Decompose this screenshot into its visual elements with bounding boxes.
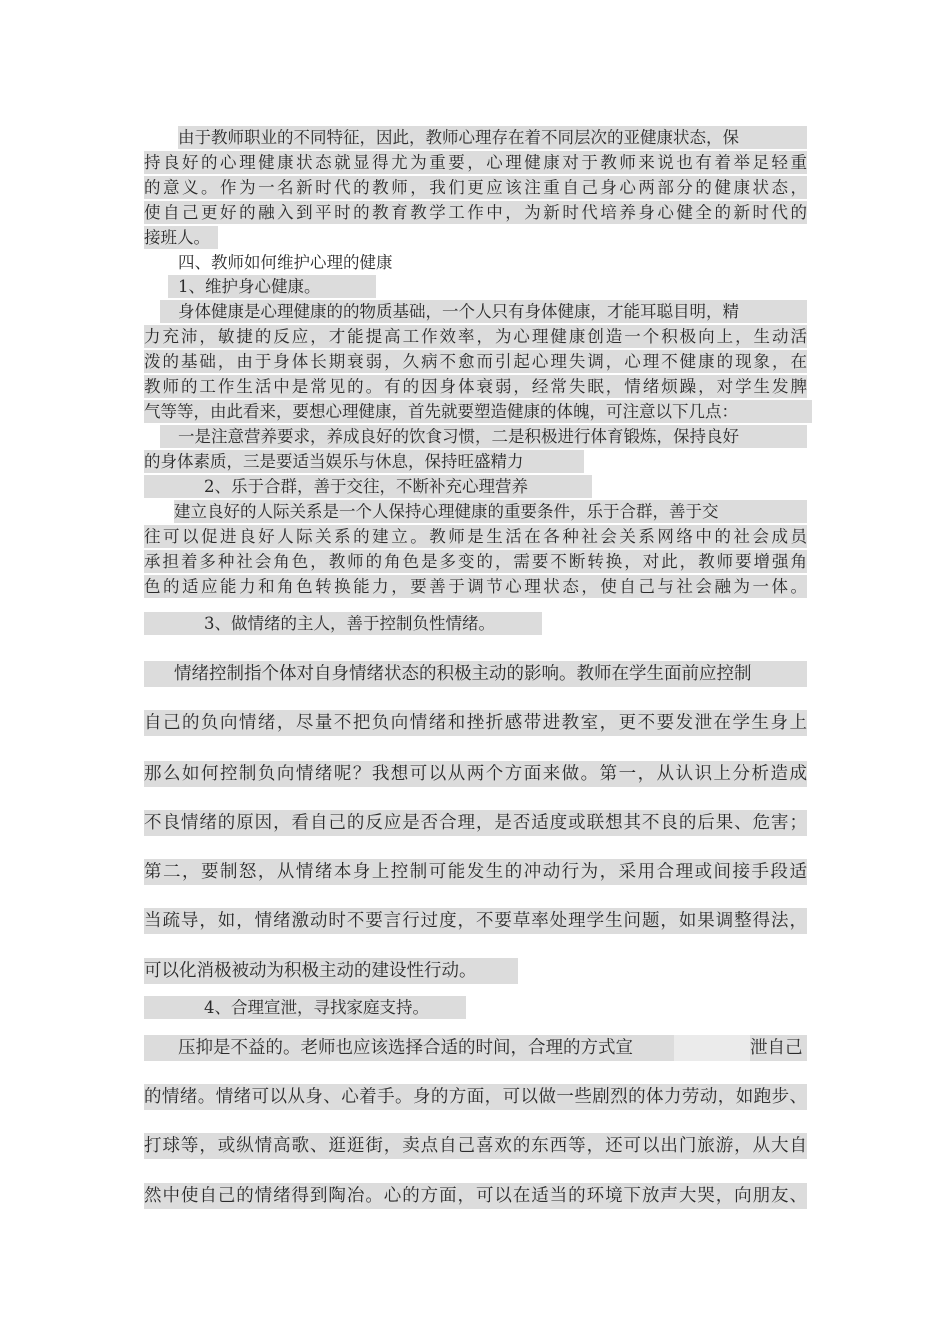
text-line: 那么如何控制负向情绪呢？我想可以从两个方面来做。第一，从认识上分析造成	[144, 761, 807, 787]
text-gap	[674, 1035, 750, 1061]
subheading: 4、合理宣泄，寻找家庭支持。	[144, 996, 466, 1019]
subheading: 3、做情绪的主人，善于控制负性情绪。	[144, 612, 542, 635]
text-line: 的意义。作为一名新时代的教师，我们更应该注重自己身心两部分的健康状态，	[144, 178, 807, 197]
text-line: 的身体素质，三是要适当娱乐与休息，保持旺盛精力	[144, 450, 584, 473]
text-line: 自己的负向情绪，尽量不把负向情绪和挫折感带进教室，更不要发泄在学生身上	[144, 710, 807, 736]
text-line: 使自己更好的融入到平时的教育教学工作中，为新时代培养身心健全的新时代的	[144, 203, 807, 222]
text-line: 打球等，或纵情高歌、逛逛街，卖点自己喜欢的东西等，还可以出门旅游，从大自	[144, 1133, 807, 1159]
text-line: 压抑是不益的。老师也应该选择合适的时间，合理的方式宣	[144, 1035, 674, 1061]
section-heading: 四、教师如何维护心理的健康	[178, 253, 393, 272]
text-line: 然中使自己的情绪得到陶冶。心的方面，可以在适当的环境下放声大哭，向朋友、	[144, 1183, 807, 1209]
text-line: 不良情绪的原因，看自己的反应是否合理，是否适度或联想其不良的后果、危害；	[144, 810, 807, 836]
text-line: 气等等，由此看来，要想心理健康，首先就要塑造健康的体魄，可注意以下几点：	[144, 400, 812, 423]
text-line: 持良好的心理健康状态就显得尤为重要，心理健康对于教师来说也有着举足轻重	[144, 153, 807, 172]
text-line: 当疏导，如，情绪激动时不要言行过度，不要草率处理学生问题，如果调整得法，	[144, 908, 807, 934]
text-line: 承担着多种社会角色，教师的角色是多变的，需要不断转换，对此，教师要增强角	[144, 552, 807, 571]
text-line: 往可以促进良好人际关系的建立。教师是生活在各种社会关系网络中的社会成员	[144, 527, 807, 546]
text-line: 泄自己	[750, 1035, 807, 1061]
text-line: 第二，要制怒，从情绪本身上控制可能发生的冲动行为，采用合理或间接手段适	[144, 859, 807, 885]
text-line: 力充沛，敏捷的反应，才能提高工作效率，为心理健康创造一个积极向上，生动活	[144, 327, 807, 346]
text-line: 接班人。	[144, 226, 218, 249]
text-line: 一是注意营养要求，养成良好的饮食习惯，二是积极进行体育锻炼，保持良好	[160, 425, 807, 448]
subheading: 1、维护身心健康。	[168, 275, 376, 298]
subheading: 2、乐于合群，善于交往，不断补充心理营养	[144, 475, 592, 498]
text-line: 建立良好的人际关系是一个人保持心理健康的重要条件，乐于合群，善于交	[174, 500, 807, 523]
text-line: 由于教师职业的不同特征，因此，教师心理存在着不同层次的亚健康状态，保	[178, 126, 807, 149]
text-line: 教师的工作生活中是常见的。有的因身体衰弱，经常失眠，情绪烦躁，对学生发脾	[144, 377, 807, 396]
text-line: 情绪控制指个体对自身情绪状态的积极主动的影响。教师在学生面前应控制	[144, 661, 807, 687]
text-line: 的情绪。情绪可以从身、心着手。身的方面，可以做一些剧烈的体力劳动，如跑步、	[144, 1084, 807, 1110]
text-line: 可以化消极被动为积极主动的建设性行动。	[144, 958, 518, 984]
text-line: 泼的基础，由于身体长期衰弱，久病不愈而引起心理失调，心理不健康的现象，在	[144, 352, 807, 371]
text-line: 色的适应能力和角色转换能力，要善于调节心理状态，使自己与社会融为一体。	[144, 577, 807, 596]
text-line: 身体健康是心理健康的的物质基础，一个人只有身体健康，才能耳聪目明，精	[160, 300, 807, 323]
